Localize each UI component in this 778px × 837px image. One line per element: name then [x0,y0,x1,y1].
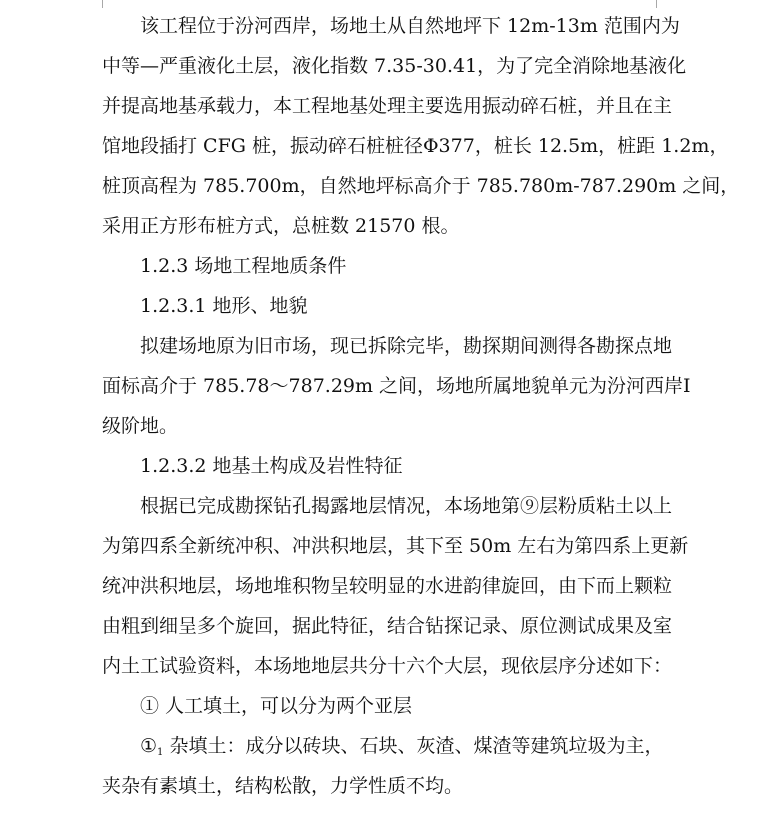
text-line: 夹杂有素填土，结构松散，力学性质不均。 [102,775,464,797]
text-line: 馆地段插打 CFG 桩，振动碎石桩桩径Φ377，桩长 12.5m，桩距 1.2m， [102,135,729,157]
text-line: 内土工试验资料，本场地地层共分十六个大层，现依层序分述如下： [102,655,673,677]
text-line: 面标高介于 785.78～787.29m 之间，场地所属地貌单元为汾河西岸Ⅰ [102,375,691,397]
text-line: 桩顶高程为 785.700m，自然地坪标高介于 785.780m-787.290m 之间， [102,175,740,197]
section-heading-1-2-3-2: 1.2.3.2 地基土构成及岩性特征 [140,455,403,477]
layer-marker: ① [140,735,158,757]
text-line: 为第四系全新统冲积、冲洪积地层，其下至 50m 左右为第四系上更新 [102,535,689,557]
text-line: 由粗到细呈多个旋回，据此特征，结合钻探记录、原位测试成果及室 [102,615,673,637]
list-item-fill: ① 人工填土，可以分为两个亚层 [140,695,413,717]
crop-mark-right [656,0,675,8]
text-line-content: 杂填土：成分以砖块、石块、灰渣、煤渣等建筑垃圾为主， [163,735,664,757]
text-line: 该工程位于汾河西岸，场地土从自然地坪下 12m-13m 范围内为 [140,15,680,37]
section-heading-1-2-3-1: 1.2.3.1 地形、地貌 [140,295,308,317]
text-line: 拟建场地原为旧市场，现已拆除完毕，勘探期间测得各勘探点地 [140,335,673,357]
text-line: 根据已完成勘探钻孔揭露地层情况，本场地第⑨层粉质粘土以上 [140,495,673,517]
text-line: 采用正方形布桩方式，总桩数 21570 根。 [102,215,460,237]
text-line: 统冲洪积地层，场地堆积物呈较明显的水进韵律旋回，由下而上颗粒 [102,575,673,597]
text-line: 中等—严重液化土层，液化指数 7.35-30.41，为了完全消除地基液化 [102,55,687,77]
layer-subscript: 1 [157,747,164,758]
text-line: 级阶地。 [102,415,179,437]
crop-mark-left [84,0,103,8]
section-heading-1-2-3: 1.2.3 场地工程地质条件 [140,255,347,277]
text-line: 并提高地基承载力，本工程地基处理主要选用振动碎石桩，并且在主 [102,95,673,117]
